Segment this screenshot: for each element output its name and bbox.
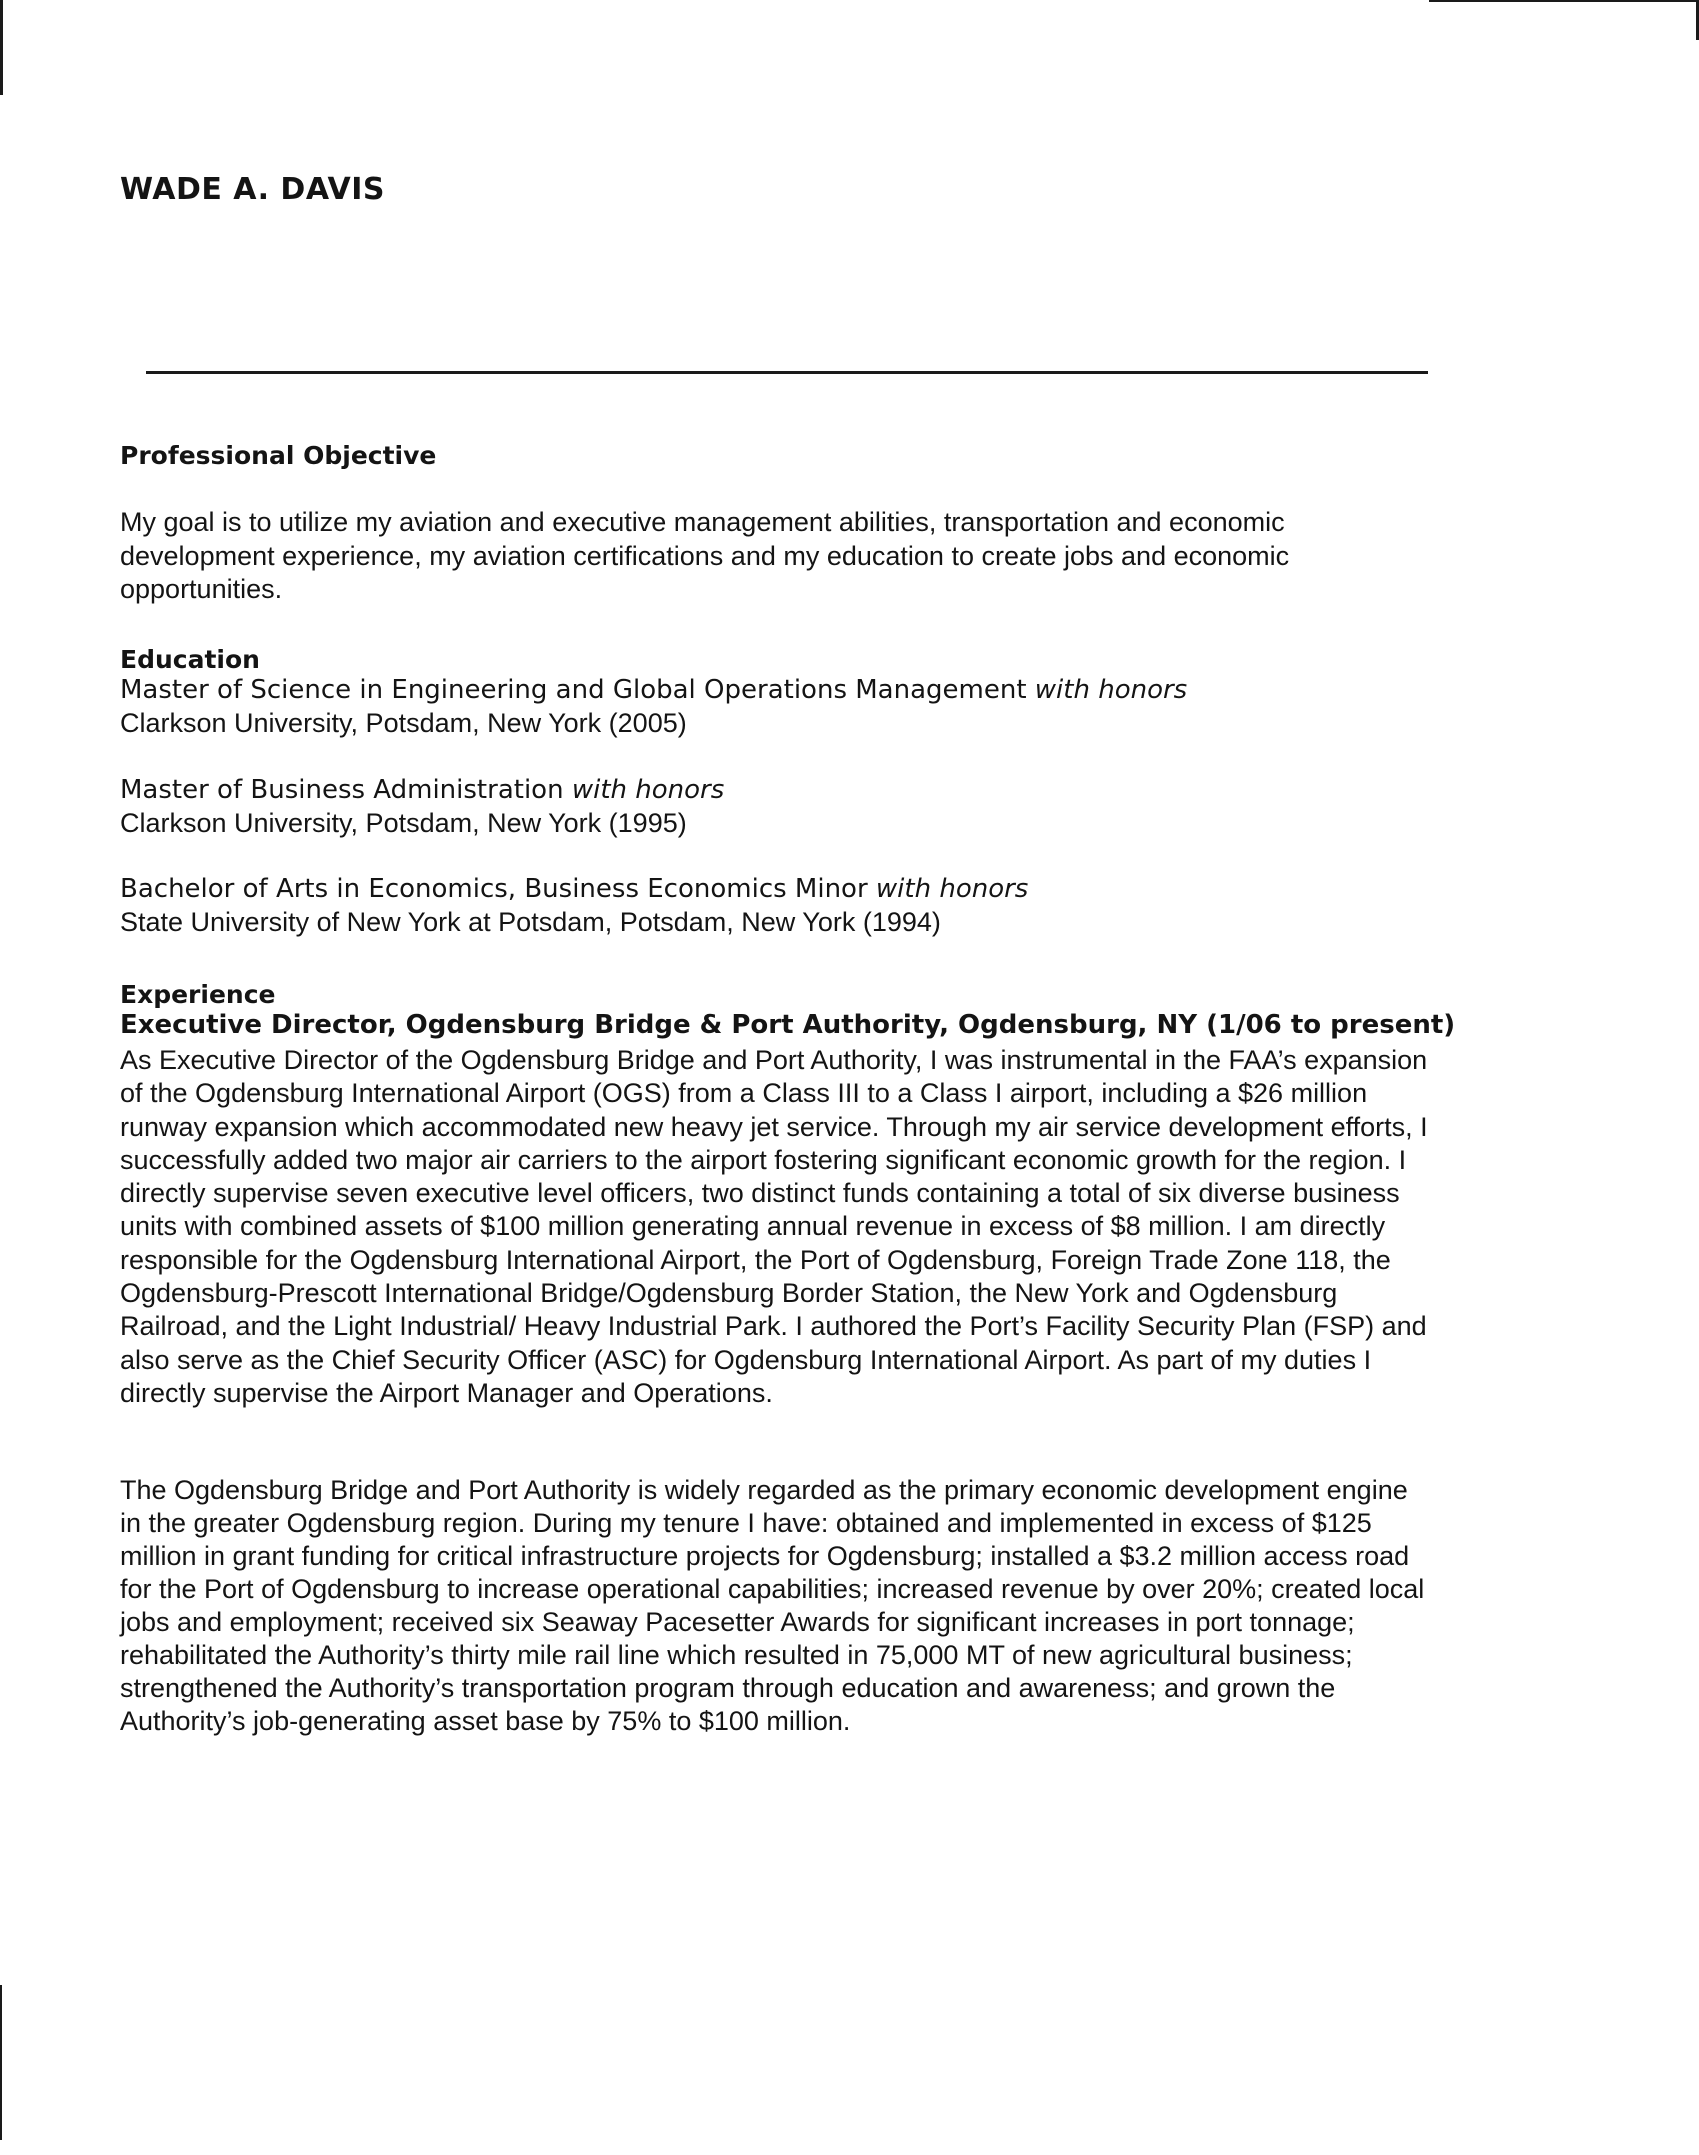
education-entry [120, 774, 1430, 840]
honors-label: with honors [571, 775, 725, 805]
degree-name: Bachelor of Arts in Economics, Business Economics Minor [120, 874, 868, 904]
scan-edge-mark [0, 1985, 2, 2140]
education-entry [120, 873, 1430, 939]
degree-name: Master of Science in Engineering and Global Operations Management [120, 675, 1027, 705]
school-line: Clarkson University, Potsdam, New York (2005) [120, 708, 687, 738]
experience-paragraph: The Ogdensburg Bridge and Port Authority is widely regarded as the primary economic development engine in the greater Ogdensburg region. During my tenure I have: obtained and implemented in excess of $125 million in grant funding for critical infrastructure projects for Ogdensburg; installed a $3.2 million access road for the Port of Ogdensburg to increase operational capabilities; increased revenue by over 20%; created local jobs and employment; received six Seaway Pacesetter Awards for significant increases in port tonnage; rehabilitated the Authority’s thirty mile rail line which resulted in 75,000 MT of new agricultural business; strengthened the Authority’s transportation program through education and awareness; and grown the Authority’s job-generating asset base by 75% to $100 million. [120, 1475, 1425, 1736]
objective-heading: Professional Objective [120, 441, 437, 470]
degree-title [120, 674, 1430, 707]
education-heading: Education [120, 645, 260, 674]
degree-name: Master of Business Administration [120, 775, 564, 805]
scan-edge-mark [1429, 0, 1699, 2]
degree-title [120, 873, 1430, 906]
school-line: Clarkson University, Potsdam, New York (1995) [120, 808, 687, 838]
school-line: State University of New York at Potsdam, Potsdam, New York (1994) [120, 907, 941, 937]
objective-text: My goal is to utilize my aviation and executive management abilities, transportation and economic development experience, my aviation certifications and my education to create jobs and economic opportunities. [120, 507, 1290, 604]
education-entry [120, 674, 1430, 740]
honors-label: with honors [1034, 675, 1188, 705]
applicant-name: WADE A. DAVIS [120, 172, 385, 207]
experience-heading: Experience [120, 980, 276, 1009]
scan-edge-mark [0, 0, 3, 95]
header-divider [146, 371, 1428, 374]
degree-title [120, 774, 1430, 807]
experience-paragraph: As Executive Director of the Ogdensburg Bridge and Port Authority, I was instrumental in the FAA’s expansion of the Ogdensburg International Airport (OGS) from a Class III to a Class I airport, including a $26 million runway expansion which accommodated new heavy jet service. Through my air service development efforts, I successfully added two major air carriers to the airport fostering significant economic growth for the region. I directly supervise seven executive level officers, two distinct funds containing a total of six diverse business units with combined assets of $100 million generating annual revenue in excess of $8 million. I am directly responsible for the Ogdensburg International Airport, the Port of Ogdensburg, Foreign Trade Zone 118, the Ogdensburg-Prescott International Bridge/Ogdensburg Border Station, the New York and Ogdensburg Railroad, and the Light Industrial/ Heavy Industrial Park. I authored the Port’s Facility Security Plan (FSP) and also serve as the Chief Security Officer (ASC) for Ogdensburg International Airport. As part of my duties I directly supervise the Airport Manager and Operations. [120, 1045, 1428, 1408]
honors-label: with honors [875, 874, 1029, 904]
job-title: Executive Director, Ogdensburg Bridge & Port Authority, Ogdensburg, NY (1/06 to present) [120, 1010, 1456, 1040]
